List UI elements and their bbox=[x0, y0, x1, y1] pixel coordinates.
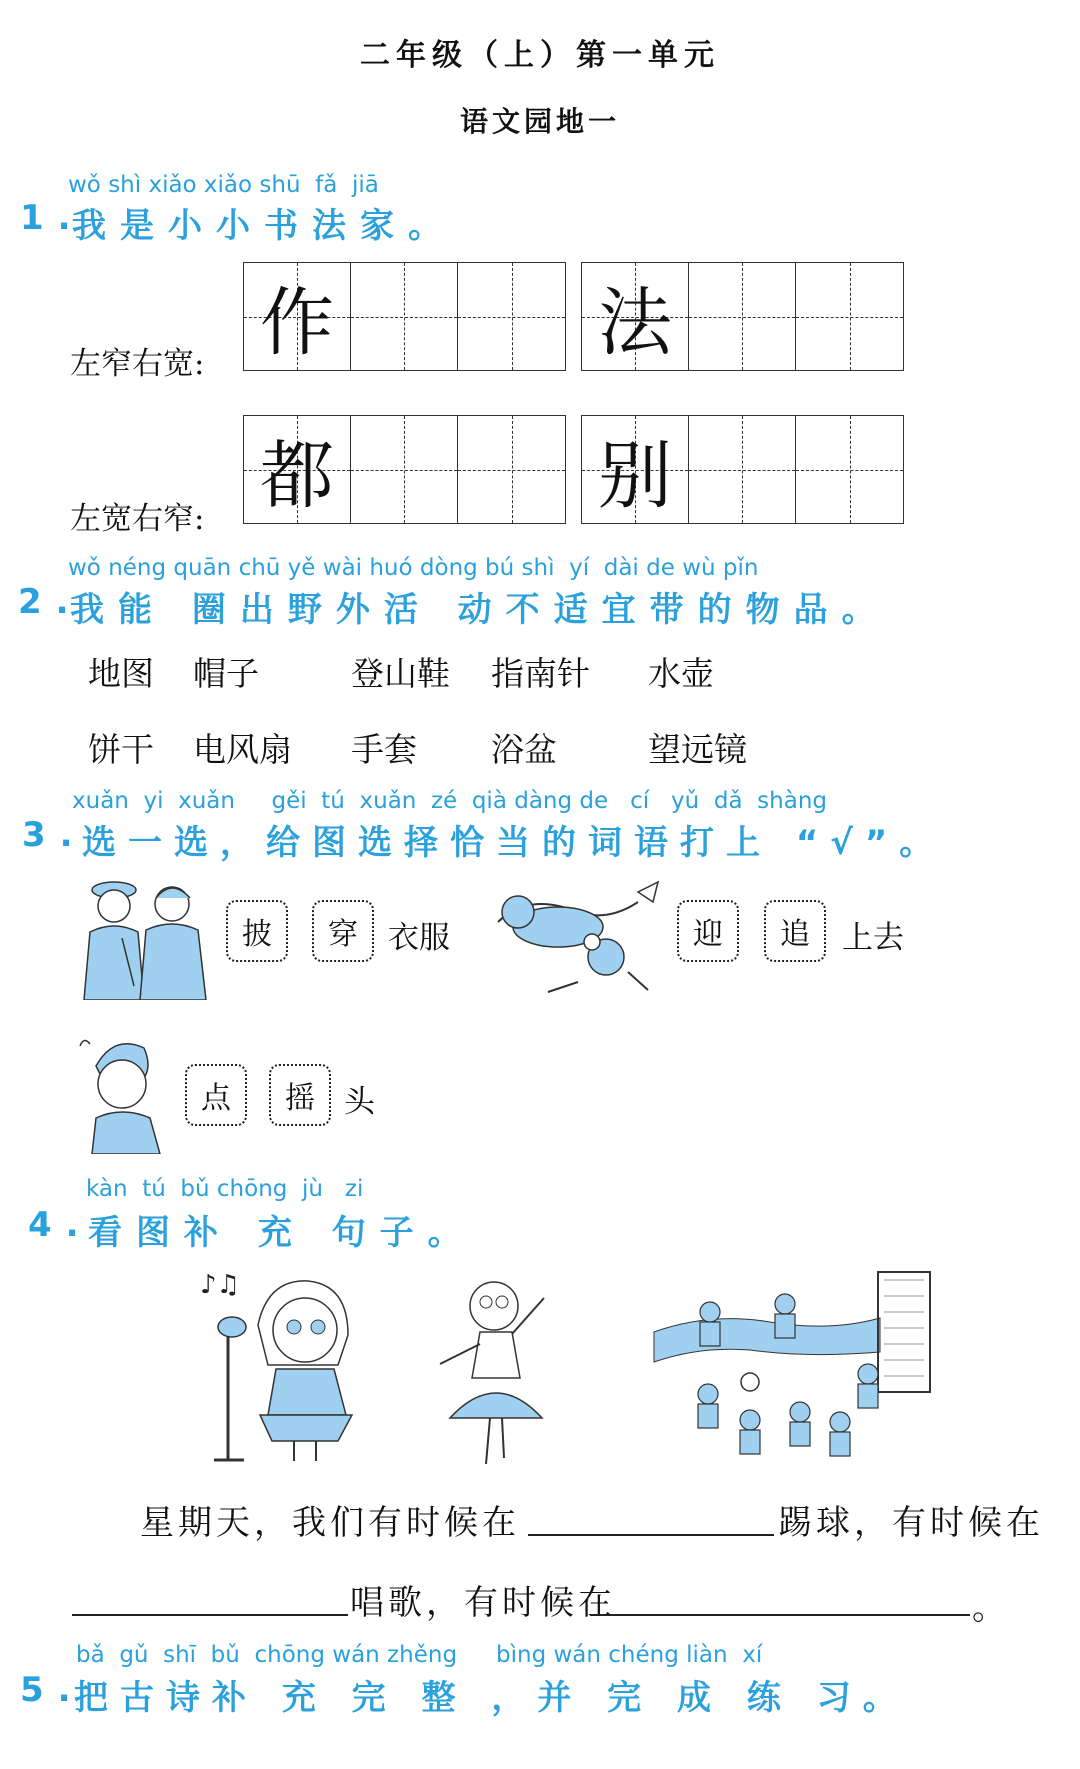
suffix-shangqu: 上去 bbox=[842, 920, 904, 956]
q1-row1-label: 左窄右宽: bbox=[70, 346, 205, 382]
writing-grid-bie[interactable] bbox=[581, 415, 904, 524]
music-note-icon: ♪♫ bbox=[200, 1270, 240, 1300]
boy-illustration bbox=[74, 1026, 172, 1154]
char-dou: 都 bbox=[260, 432, 334, 519]
char-fa: 法 bbox=[598, 279, 672, 366]
choice-dian[interactable]: 点 bbox=[185, 1064, 247, 1126]
item-dengshanxie[interactable]: 登山鞋 bbox=[351, 654, 450, 693]
blank-2[interactable] bbox=[72, 1612, 348, 1616]
char-bie: 别 bbox=[598, 432, 672, 519]
item-ditu[interactable]: 地图 bbox=[88, 654, 154, 693]
q5-pinyin-right: bìng wán chéng liàn xí bbox=[496, 1642, 763, 1668]
q5-pinyin-left: bǎ gǔ shī bǔ chōng wán zhěng bbox=[76, 1642, 458, 1668]
writing-grid-dou[interactable] bbox=[243, 415, 566, 524]
q4-pinyin: kàn tú bǔ chōng jù zi bbox=[86, 1176, 364, 1202]
writing-grid-fa[interactable] bbox=[581, 262, 904, 371]
elderly-couple-illustration bbox=[72, 868, 214, 1000]
blank-1[interactable] bbox=[528, 1532, 774, 1536]
cat-chasing-mouse-illustration bbox=[488, 872, 668, 1000]
q4-question: 看图补 充 句子。 bbox=[88, 1213, 476, 1253]
item-yupen[interactable]: 浴盆 bbox=[491, 730, 557, 769]
q1-row2-label: 左宽右窄: bbox=[70, 501, 205, 537]
item-binggan[interactable]: 饼干 bbox=[88, 730, 154, 769]
item-dianfengshan[interactable]: 电风扇 bbox=[193, 730, 292, 769]
q5-number: 5. bbox=[20, 1670, 85, 1710]
item-wangyuanjing[interactable]: 望远镜 bbox=[648, 730, 747, 769]
girl-dancing-illustration bbox=[420, 1268, 580, 1468]
q5-question: 把古诗补 充 完 整 ，并 完 成 练 习。 bbox=[74, 1678, 909, 1718]
choice-yao[interactable]: 摇 bbox=[269, 1064, 331, 1126]
q1-number: 1. bbox=[20, 198, 85, 238]
item-shoutao[interactable]: 手套 bbox=[351, 730, 417, 769]
suffix-yifu: 衣服 bbox=[388, 920, 450, 956]
q4-sentence-part2: 踢球，有时候在 bbox=[778, 1503, 1044, 1543]
choice-zhui[interactable]: 追 bbox=[764, 900, 826, 962]
choice-chuan[interactable]: 穿 bbox=[312, 900, 374, 962]
q3-question: 选一选，给图选择恰当的词语打上 “√”。 bbox=[82, 823, 946, 863]
q1-pinyin: wǒ shì xiǎo xiǎo shū fǎ jiā bbox=[68, 172, 379, 198]
q4-number: 4. bbox=[28, 1205, 93, 1245]
q2-pinyin: wǒ néng quān chū yě wài huó dòng bú shì yí dài de wù pǐn bbox=[68, 555, 759, 581]
q3-pinyin: xuǎn yi xuǎn gěi tú xuǎn zé qià dàng de cí yǔ dǎ shàng bbox=[72, 788, 828, 814]
q2-number: 2. bbox=[18, 582, 83, 622]
char-zuo: 作 bbox=[260, 279, 334, 366]
choice-pi[interactable]: 披 bbox=[226, 900, 288, 962]
item-shuihu[interactable]: 水壶 bbox=[648, 654, 714, 693]
suffix-tou: 头 bbox=[344, 1084, 375, 1120]
q3-number: 3. bbox=[22, 815, 87, 855]
item-maozi[interactable]: 帽子 bbox=[193, 654, 259, 693]
q4-sentence-part1: 星期天，我们有时候在 bbox=[140, 1503, 520, 1543]
page-title: 二年级（上）第一单元 bbox=[360, 38, 720, 73]
q4-sentence-end: 。 bbox=[972, 1588, 1010, 1628]
item-zhinanzhen[interactable]: 指南针 bbox=[491, 654, 590, 693]
writing-grid-zuo[interactable] bbox=[243, 262, 566, 371]
page-subtitle: 语文园地一 bbox=[459, 105, 620, 138]
q2-question: 我能 圈出野外活 动不适宜带的物品。 bbox=[70, 590, 890, 630]
blank-3[interactable] bbox=[590, 1612, 970, 1616]
q1-question: 我是小小书法家。 bbox=[72, 206, 456, 246]
kids-playing-football-illustration bbox=[650, 1262, 934, 1468]
q4-sentence-part3: 唱歌，有时候在 bbox=[350, 1583, 616, 1623]
choice-ying[interactable]: 迎 bbox=[677, 900, 739, 962]
girl-singing-illustration bbox=[198, 1265, 368, 1465]
